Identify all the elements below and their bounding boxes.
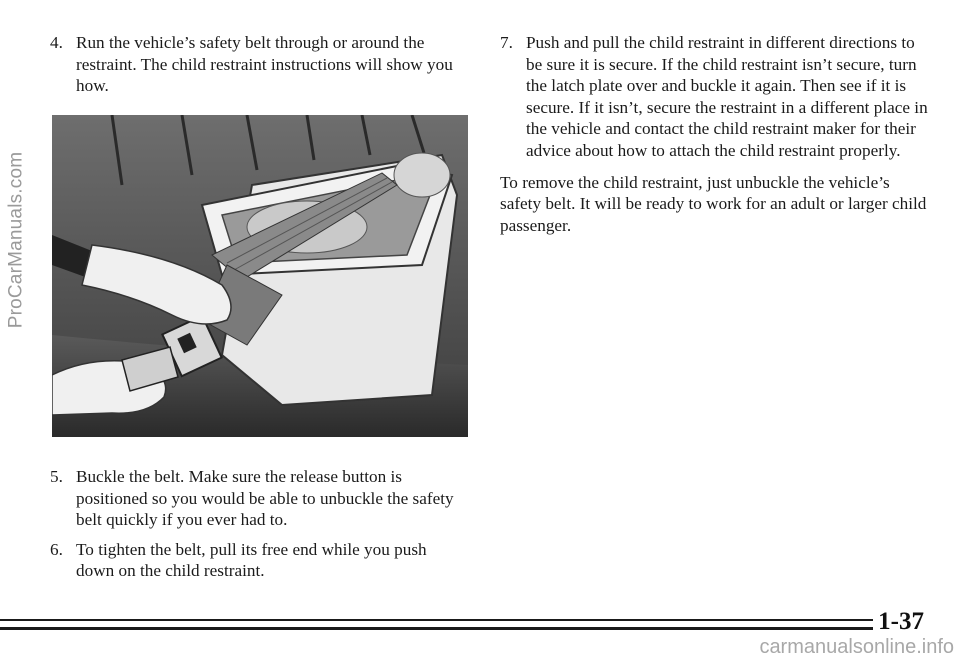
steps-5-6 <box>50 466 460 582</box>
side-watermark <box>2 30 30 450</box>
step-5-text: Buckle the belt. Make sure the release button is positioned so you would be able to unbuckle the safety belt quickly if you ever had to. <box>76 467 454 530</box>
right-column <box>500 32 930 236</box>
step-5 <box>50 466 460 531</box>
step-4-number: 4. <box>50 33 63 52</box>
step-6-text: To tighten the belt, pull its free end while you push down on the child restraint. <box>76 539 427 581</box>
child-restraint-drawing <box>52 115 468 437</box>
footer-rule-top <box>0 619 873 621</box>
child-restraint-illustration <box>52 115 468 437</box>
page-number: 1-37 <box>878 608 924 635</box>
step-4-text: Run the vehicle’s safety belt through or around the restraint. The child restraint instructions will show you how. <box>76 33 453 96</box>
footer-rule-bottom <box>0 627 873 630</box>
step-4 <box>50 32 460 97</box>
removal-paragraph: To remove the child restraint, just unbuckle the vehicle’s safety belt. It will be ready to work for an adult or larger child passenger. <box>500 172 927 235</box>
step-5-number: 5. <box>50 467 63 486</box>
step-7-number: 7. <box>500 33 513 52</box>
side-watermark-text: ProCarManuals.com <box>5 151 27 329</box>
step-6 <box>50 539 460 582</box>
step-7-text: Push and pull the child restraint in different directions to be sure it is secure. If the child restraint isn’t secure, turn the latch plate over and buckle it again. Then see if it is secure. If it isn’t, secure the restraint in a different place in the vehicle and contact the child restraint maker for their advice about how to attach the child restraint properly. <box>526 33 928 160</box>
step-6-number: 6. <box>50 539 63 559</box>
bottom-watermark: carmanualsonline.info <box>759 636 954 658</box>
step-7 <box>500 32 930 162</box>
